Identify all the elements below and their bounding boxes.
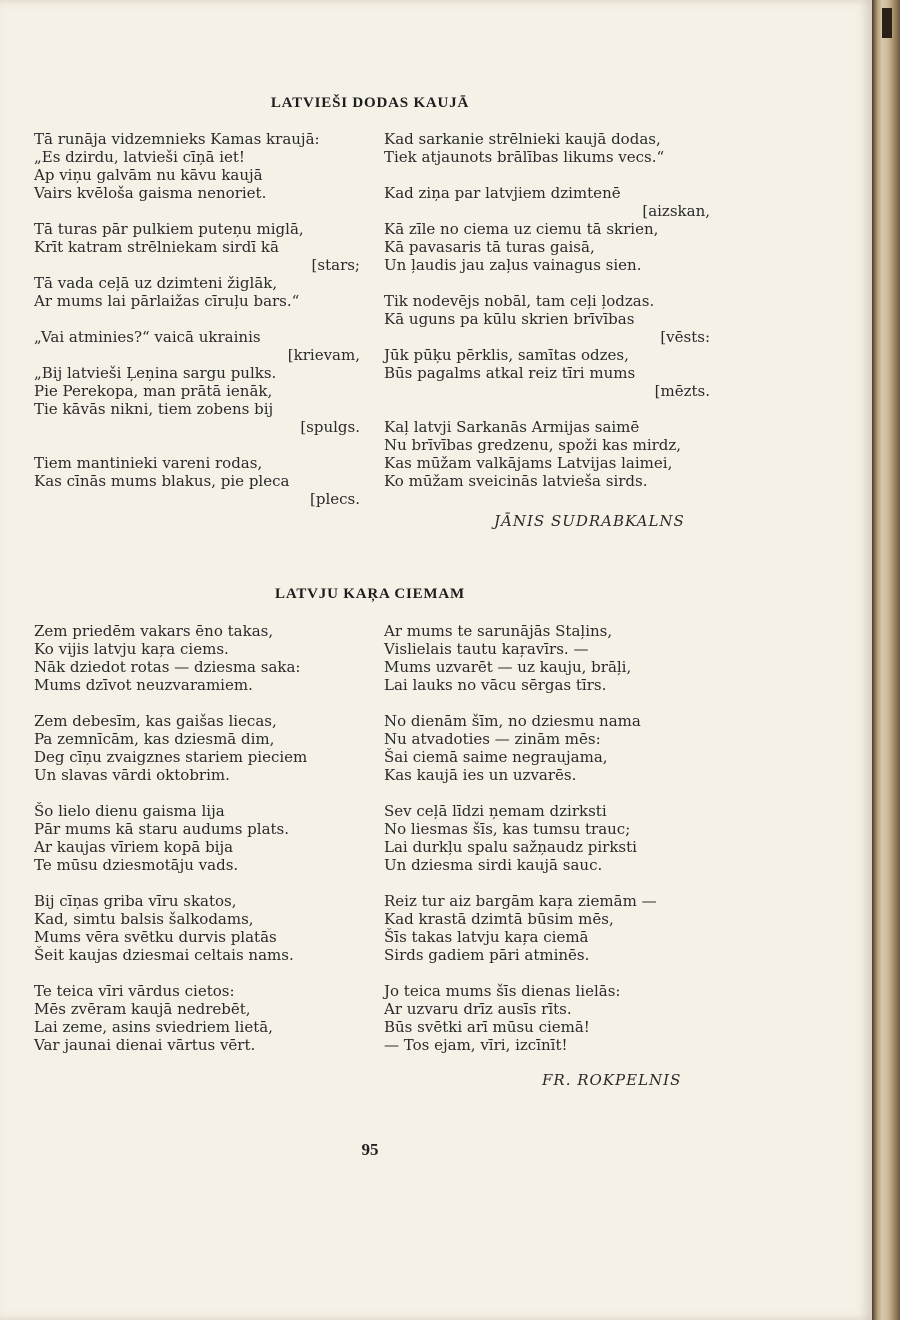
poem2-right-column	[384, 622, 710, 1072]
page-edge	[872, 0, 900, 1320]
stanza	[384, 130, 710, 166]
verse-line: Būs pagalms atkal reiz tīri mums	[384, 364, 636, 382]
verse-line: Pie Perekopa, man prātā ienāk,	[34, 382, 273, 400]
stanza	[34, 982, 360, 1054]
verse-line: [vēsts:	[660, 328, 710, 346]
stanza	[34, 892, 360, 964]
page-edge-mark	[882, 8, 892, 38]
verse-line: [spulgs.	[300, 418, 360, 436]
verse-line: Tik nodevējs nobāl, tam ceļi ļodzas.	[384, 292, 655, 310]
verse-line: Nu brīvības gredzenu, spoži kas mirdz,	[384, 436, 682, 454]
verse-line: Kaļ latvji Sarkanās Armijas saimē	[384, 418, 640, 436]
verse-line: Būs svētki arī mūsu ciemā!	[384, 1018, 590, 1036]
verse-line: Vairs kvēloša gaisma nenoriet.	[34, 184, 267, 202]
verse-line: Ap viņu galvām nu kāvu kaujā	[34, 166, 263, 184]
verse-line: Šeit kaujas dziesmai celtais nams.	[34, 946, 294, 964]
stanza	[34, 454, 360, 508]
verse-line: [stars;	[311, 256, 360, 274]
verse-line: Sev ceļā līdzi ņemam dzirksti	[384, 802, 607, 820]
stanza	[384, 982, 710, 1054]
verse-line: Te mūsu dziesmotāju vads.	[34, 856, 239, 874]
verse-line: Ar mums te sarunājās Staļins,	[384, 622, 613, 640]
stanza	[384, 418, 710, 490]
verse-line: Zem debesīm, kas gaišas liecas,	[34, 712, 277, 730]
verse-line: No liesmas šīs, kas tumsu trauc;	[384, 820, 631, 838]
verse-line: Reiz tur aiz bargām kaŗa ziemām —	[384, 892, 657, 910]
verse-line: „Vai atminies?“ vaicā ukrainis	[34, 328, 261, 346]
verse-line: [aizskan,	[642, 202, 710, 220]
verse-line: Kad krastā dzimtā būsim mēs,	[384, 910, 614, 928]
verse-line: Šīs takas latvju kaŗa ciemā	[384, 928, 589, 946]
verse-line: Kas mūžam valkājams Latvijas laimei,	[384, 454, 673, 472]
verse-line: Zem priedēm vakars ēno takas,	[34, 622, 274, 640]
verse-line: Tiek atjaunots brālības likums vecs.“	[384, 148, 665, 166]
verse-line: Jo teica mums šīs dienas lielās:	[384, 982, 621, 1000]
verse-line: — Tos ejam, vīri, izcīnīt!	[384, 1036, 568, 1054]
verse-line: „Es dzirdu, latvieši cīņā iet!	[34, 148, 245, 166]
verse-line: Mēs zvēram kaujā nedrebēt,	[34, 1000, 251, 1018]
verse-line: Kā pavasaris tā turas gaisā,	[384, 238, 595, 256]
stanza	[384, 622, 710, 694]
verse-line: Tā turas pār pulkiem puteņu miglā,	[34, 220, 304, 238]
verse-line: Un ļaudis jau zaļus vainagus sien.	[384, 256, 642, 274]
verse-line: Kas kaujā ies un uzvarēs.	[384, 766, 577, 784]
verse-line: Pa zemnīcām, kas dziesmā dim,	[34, 730, 275, 748]
verse-line: Te teica vīri vārdus cietos:	[34, 982, 235, 1000]
page-number: 95	[361, 1140, 379, 1159]
verse-line: Ko vijis latvju kaŗa ciems.	[34, 640, 229, 658]
stanza	[384, 184, 710, 274]
poem2-left-column	[34, 622, 360, 1072]
stanza	[34, 622, 360, 694]
verse-line: Nu atvadoties — zinām mēs:	[384, 730, 601, 748]
verse-line: Un slavas vārdi oktobrim.	[34, 766, 230, 784]
poem1-right-column	[384, 130, 710, 508]
verse-line: Kā zīle no ciema uz ciemu tā skrien,	[384, 220, 659, 238]
verse-line: Mums dzīvot neuzvaramiem.	[34, 676, 253, 694]
verse-line: Nāk dziedot rotas — dziesma saka:	[34, 658, 301, 676]
verse-line: Tie kāvās nikni, tiem zobens bij	[34, 400, 274, 418]
verse-line: Vislielais tautu kaŗavīrs. —	[384, 640, 589, 658]
verse-line: Tiem mantinieki vareni rodas,	[34, 454, 263, 472]
verse-line: Ko mūžam sveicinās latvieša sirds.	[384, 472, 648, 490]
verse-line: Ar mums lai pārlaižas cīruļu bars.“	[34, 292, 300, 310]
poem1-title: LATVIEŠI DODAS KAUJĀ	[270, 95, 470, 111]
verse-line: Kas cīnās mums blakus, pie pleca	[34, 472, 290, 490]
verse-line: Bij cīņas griba vīru skatos,	[34, 892, 237, 910]
verse-line: Pār mums kā staru audums plats.	[34, 820, 290, 838]
stanza	[34, 220, 360, 310]
stanza	[384, 892, 710, 964]
verse-line: Kad ziņa par latvjiem dzimtenē	[384, 184, 621, 202]
verse-line: Šo lielo dienu gaisma lija	[34, 802, 225, 820]
verse-line: No dienām šīm, no dziesmu nama	[384, 712, 641, 730]
verse-line: Tā vada ceļā uz dzimteni žiglāk,	[34, 274, 278, 292]
verse-line: Var jaunai dienai vārtus vērt.	[34, 1036, 256, 1054]
stanza	[34, 712, 360, 784]
verse-line: [plecs.	[310, 490, 360, 508]
verse-line: Kā uguns pa kūlu skrien brīvības	[384, 310, 635, 328]
stanza	[384, 802, 710, 874]
poem2-author: FR. ROKPELNIS	[542, 1071, 682, 1089]
verse-line: Šai ciemā saime negraujama,	[384, 748, 608, 766]
verse-line: Deg cīņu zvaigznes stariem pieciem	[34, 748, 308, 766]
verse-line: „Bij latvieši Ļeņina sargu pulks.	[34, 364, 277, 382]
verse-line: Mums vēra svētku durvis platās	[34, 928, 277, 946]
verse-line: [krievam,	[287, 346, 360, 364]
verse-line: Lai lauks no vācu sērgas tīrs.	[384, 676, 607, 694]
stanza	[384, 712, 710, 784]
verse-line: Kad sarkanie strēlnieki kaujā dodas,	[384, 130, 661, 148]
verse-line: Ar uzvaru drīz ausīs rīts.	[384, 1000, 572, 1018]
verse-line: Lai zeme, asins sviedriem lietā,	[34, 1018, 273, 1036]
poem2-title: LATVJU KAŖA CIEMAM	[275, 586, 465, 602]
verse-line: Ar kaujas vīriem kopā bija	[34, 838, 234, 856]
verse-line: Jūk pūķu pērklis, samītas odzes,	[384, 346, 629, 364]
verse-line: [mēzts.	[654, 382, 710, 400]
stanza	[34, 328, 360, 436]
poem1-left-column	[34, 130, 360, 526]
verse-line: Tā runāja vidzemnieks Kamas kraujā:	[34, 130, 320, 148]
verse-line: Krīt katram strēlniekam sirdī kā	[34, 238, 279, 256]
poem1-author: JĀNIS SUDRABKALNS	[494, 512, 685, 530]
stanza	[34, 130, 360, 202]
verse-line: Kad, simtu balsis šalkodams,	[34, 910, 254, 928]
stanza	[384, 292, 710, 400]
verse-line: Un dziesma sirdi kaujā sauc.	[384, 856, 603, 874]
verse-line: Sirds gadiem pāri atminēs.	[384, 946, 590, 964]
verse-line: Lai durkļu spalu sažņaudz pirksti	[384, 838, 637, 856]
stanza	[34, 802, 360, 874]
verse-line: Mums uzvarēt — uz kauju, brāļi,	[384, 658, 632, 676]
